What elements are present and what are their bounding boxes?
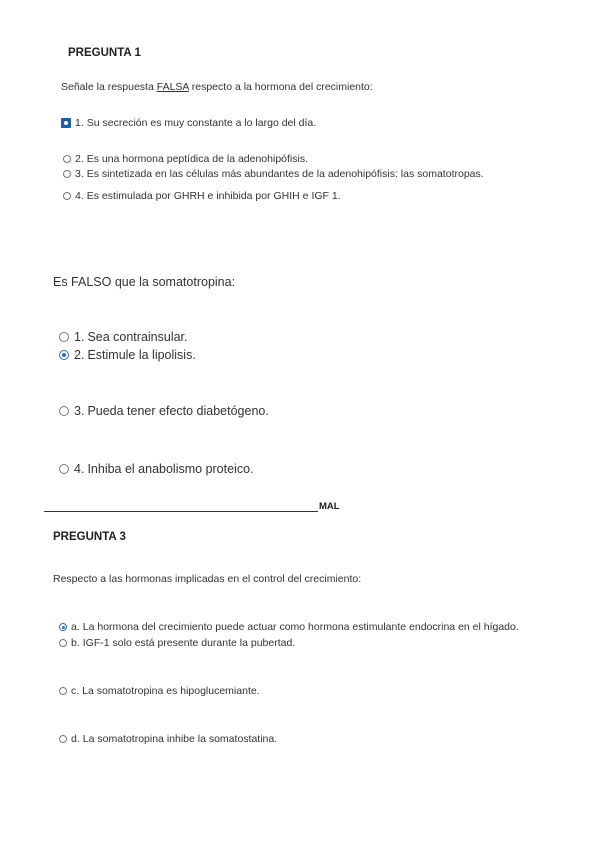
result-label: MAL [319,501,340,512]
option-number: d. [71,733,80,745]
radio-icon[interactable] [63,192,71,200]
question-2-prompt: Es FALSO que la somatotropina: [53,275,236,289]
q2-option-2[interactable] [59,348,196,362]
option-number: a. [71,621,80,633]
question-1-heading: PREGUNTA 1 [68,47,141,59]
radio-selected-icon[interactable] [61,118,71,128]
option-text: Sea contrainsular. [87,330,188,344]
option-number: 2. [74,348,85,362]
prompt-emphasis: FALSA [156,81,189,93]
q3-option-d[interactable] [59,733,277,745]
question-1-prompt [61,81,373,93]
radio-icon[interactable] [59,464,69,474]
q3-option-b[interactable] [59,637,295,649]
prompt-text: Señale la respuesta [61,81,157,93]
q2-option-3[interactable] [59,404,269,418]
option-text: La somatotropina inhibe la somatostatina. [82,733,278,745]
option-number: 1. [75,117,84,129]
option-text: IGF-1 solo está presente durante la pubertad. [82,637,296,649]
radio-selected-icon[interactable] [59,350,69,360]
option-text: La somatotropina es hipoglucemiante. [82,685,260,697]
question-3-heading: PREGUNTA 3 [53,531,126,543]
radio-icon[interactable] [59,332,69,342]
q3-option-a[interactable] [59,621,519,633]
radio-icon[interactable] [59,735,67,743]
option-number: c. [71,685,80,697]
option-number: 1. [74,330,85,344]
radio-icon[interactable] [63,155,71,163]
q1-option-3[interactable] [63,168,484,180]
option-text: Pueda tener efecto diabetógeno. [87,404,269,418]
option-text: Su secreción es muy constante a lo largo del día. [86,117,317,129]
option-text: Estimule la lipolisis. [87,348,196,362]
option-text: Es sintetizada en las células más abundantes de la adenohipófisis: las somatotropas. [86,168,484,180]
radio-icon[interactable] [59,639,67,647]
option-number: 2. [75,153,84,165]
q1-option-4[interactable] [63,190,341,202]
option-text: Es una hormona peptídica de la adenohipófisis. [86,153,308,165]
prompt-text: respecto a la hormona del crecimiento: [188,81,373,93]
answer-line [44,511,318,512]
q1-option-1[interactable] [61,117,316,129]
option-number: 4. [75,190,84,202]
option-number: 3. [75,168,84,180]
q2-option-1[interactable] [59,330,188,344]
q3-option-c[interactable] [59,685,260,697]
radio-selected-icon[interactable] [59,623,67,631]
option-text: Es estimulada por GHRH e inhibida por GHIH e IGF 1. [86,190,341,202]
radio-icon[interactable] [59,687,67,695]
q2-option-4[interactable] [59,462,254,476]
question-3-prompt: Respecto a las hormonas implicadas en el control del crecimiento: [53,573,362,585]
radio-icon[interactable] [59,406,69,416]
option-number: 3. [74,404,85,418]
option-number: 4. [74,462,85,476]
option-text: Inhiba el anabolismo proteico. [87,462,254,476]
option-text: La hormona del crecimiento puede actuar como hormona estimulante endocrina en el hígado. [82,621,519,633]
q1-option-2[interactable] [63,153,308,165]
option-number: b. [71,637,80,649]
radio-icon[interactable] [63,170,71,178]
